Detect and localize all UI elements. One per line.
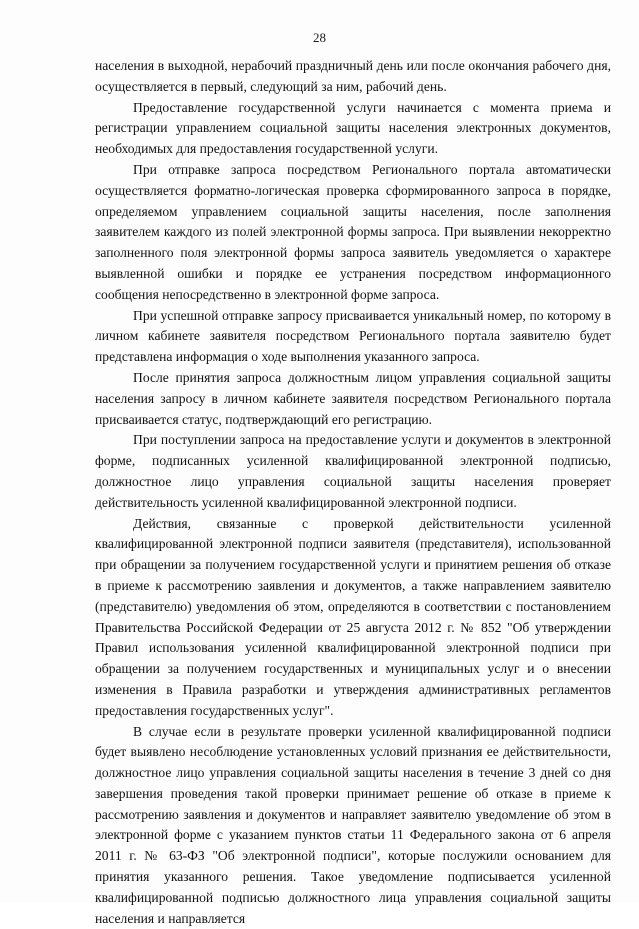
paragraph-continuation: населения в выходной, нерабочий праздничный день или после окончания рабочего дня, осуществляется в первый, следующий за ним, рабочий день.	[95, 56, 611, 98]
paragraph-signature-verification: При поступлении запроса на предоставление услуги и документов в электронной форме, подписанных усиленной квалифицированной электронной подписью, должностное лицо управления социальной защиты населения проверяет действительность усиленной квалифицированной электронной подписи.	[95, 430, 611, 513]
paragraph-registration-status: После принятия запроса должностным лицом управления социальной защиты населения запросу в личном кабинете заявителя посредством Регионального портала присваивается статус, подтверждающий его регистрацию.	[95, 368, 611, 430]
paragraph-unique-number: При успешной отправке запросу присваивается уникальный номер, по которому в личном кабинете заявителя посредством Регионального портала заявителю будет представлена информация о ходе выполнения указанного запроса.	[95, 306, 611, 368]
paragraph-service-start: Предоставление государственной услуги начинается с момента приема и регистрации управлением социальной защиты населения электронных документов, необходимых для предоставления государственной услуги.	[95, 98, 611, 160]
document-body	[95, 56, 611, 929]
paragraph-format-check: При отправке запроса посредством Регионального портала автоматически осуществляется форматно-логическая проверка сформированного запроса в порядке, определяемом управлением социальной защиты населения, после заполнения заявителем каждого из полей электронной формы запроса. При выявлении некорректно заполненного поля электронной формы запроса заявитель уведомляется о характере выявленной ошибки и порядке ее устранения посредством информационного сообщения непосредственно в электронной форме запроса.	[95, 160, 611, 306]
paragraph-verification-actions: Действия, связанные с проверкой действительности усиленной квалифицированной электронной подписи заявителя (представителя), использованной при обращении за получением государственной услуги и принятием решения об отказе в приеме к рассмотрению заявления и документов, а также направлением заявителю (представителю) уведомления об этом, определяются в соответствии с постановлением Правительства Российской Федерации от 25 августа 2012 г. № 852 "Об утверждении Правил использования усиленной квалифицированной электронной подписи при обращении за получением государственных и муниципальных услуг и о внесении изменения в Правила разработки и утверждения административных регламентов предоставления государственных услуг".	[95, 514, 611, 722]
page-number: 28	[0, 30, 639, 46]
paragraph-refusal-notice: В случае если в результате проверки усиленной квалифицированной подписи будет выявлено несоблюдение установленных условий признания ее действительности, должностное лицо управления социальной защиты населения в течение 3 дней со дня завершения проведения такой проверки принимает решение об отказе в приеме к рассмотрению заявления и документов и направляет заявителю уведомление об этом в электронной форме с указанием пунктов статьи 11 Федерального закона от 6 апреля 2011 г. № 63-ФЗ "Об электронной подписи", которые послужили основанием для принятия указанного решения. Такое уведомление подписывается усиленной квалифицированной подписью должностного лица управления социальной защиты населения и направляется	[95, 722, 611, 929]
